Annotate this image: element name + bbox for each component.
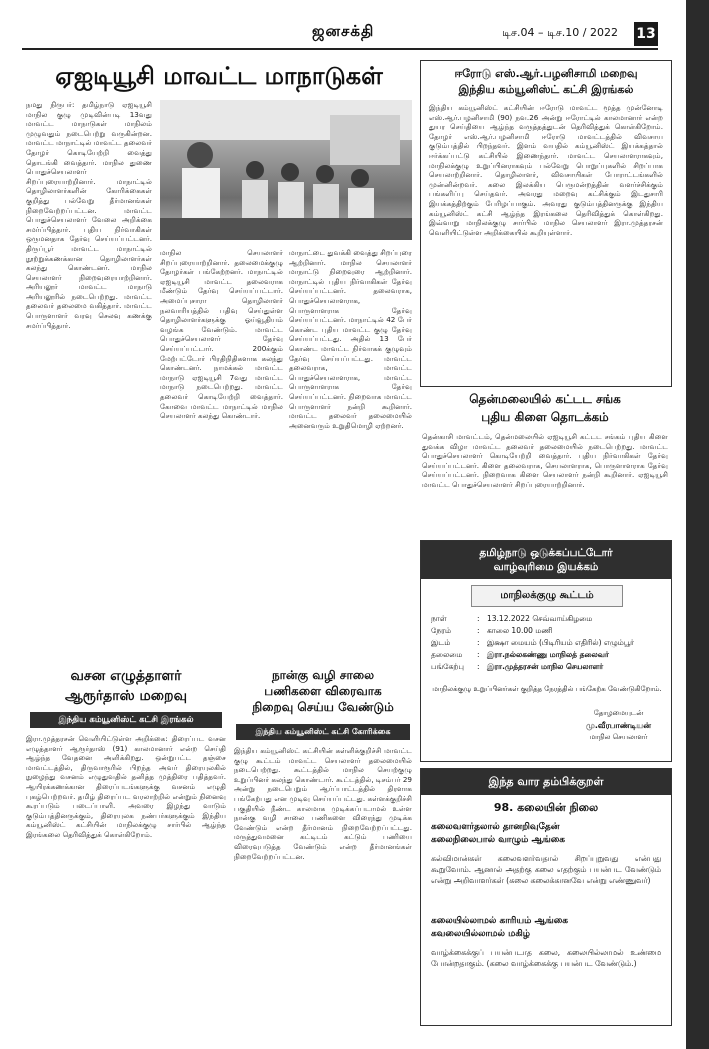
obc-notice bbox=[420, 540, 672, 762]
obc-sign-greeting: தோழமையுடன் bbox=[593, 709, 644, 717]
kural-line-4: கவலையில்லாமல் மகிழ் bbox=[431, 929, 530, 939]
conference-photo-svg bbox=[160, 100, 412, 240]
issue-date: டிச.04 – டிச.10 / 2022 bbox=[502, 26, 618, 39]
aiyf-column-1: நமது நிருபர்: தமிழ்நாடு ஏஐடியூசி மாநில குழு முடிவின்படி 13வது மாவட்ட மாநாடுகள் மாநிலம் முழுவதும் நடைபெற்று வருகின்றன. மாவட்ட மாநாட்டில் மாவட்ட தலைவர் தோழர் கொடியேற்றி வைத்து தொடங்கி வைத்தார். மாநில துணை பொதுச்செயலாளர் சிறப்புரையாற்றினார். மாநாட்டில் தொழிலாளர்களின் கோரிக்கைகள் குறித்து பல்வேறு தீர்மானங்கள் நிறைவேற்றப்பட்டன. மாவட்ட பொதுச்செயலாளர் வேலை அறிக்கை சமர்ப்பித்தார். புதிய நிர்வாகிகள் ஒருமனதாக தேர்வு செய்யப்பட்டனர். திருப்பூர் மாவட்ட மாநாட்டில் நூற்றுக்கணக்கான தொழிலாளர்கள் கலந்து கொண்டனர். மாநில செயலாளர் நிறைவுரையாற்றினார். அரியலூர் மாவட்ட மாநாடு அரியலூரில் நடைபெற்றது. மாவட்ட தலைவர் தலைமை வகித்தார். மாவட்ட பொருளாளர் வரவு செலவு கணக்கு சமர்ப்பித்தார். bbox=[26, 100, 152, 330]
aiyf-headline: ஏஐடியூசி மாவட்ட மாநாடுகள் bbox=[55, 62, 383, 90]
kural-lines bbox=[431, 821, 661, 847]
obc-title-2: வாழ்வுரிமை இயக்கம் bbox=[493, 561, 599, 573]
erode-headline-2: இந்திய கம்யூனிஸ்ட் கட்சி இரங்கல் bbox=[458, 83, 634, 96]
kural-line-3: கலையில்லாமல் காரியம் ஆங்கை bbox=[431, 916, 569, 926]
kural-line-2: கலைநிலைபால் வாழும் ஆங்கை bbox=[431, 835, 566, 845]
vasana-banner: இந்திய கம்யூனிஸ்ட் கட்சி இரங்கல் bbox=[30, 712, 222, 728]
kural-explanation-2: வாழ்க்கைக்குப் பயன்படாத கலை, கலையில்லாமல் உண்மை போன்றதாகும். (கலை வாழ்க்கைக்கு பயன்பட வேண்டும்.) bbox=[431, 948, 661, 968]
obc-sign-name: மு.வீரபாண்டியன் bbox=[585, 721, 651, 730]
vasana-body: இரா.முத்தரசன் வெளியிட்டுள்ள அறிக்கை: திரைப்பட வசன எழுத்தாளர் ஆரூர்தாஸ் (91) காலமானார் என்ற செய்தி ஆழ்ந்த வேதனை அளிக்கிறது. ஒன்றுபட்ட தஞ்சை மாவட்டத்தில், திருவாரூரில் பிறந்த அவர் திரையுலகில் நுழைந்து வசனம் எழுதுவதில் தனித்த முத்திரை பதித்தவர். ஆயிரக்கணக்கான திரைப்படங்களுக்கு வசனம் எழுதி புகழ்பெற்றவர். தமிழ் திரைப்பட வரலாற்றில் என்றும் நினைவு கூரப்படும் படைப்பாளி. அவரை இழந்து வாடும் குடும்பத்தினருக்கும், திரையுலக நண்பர்களுக்கும் இந்திய கம்யூனிஸ்ட் கட்சியின் மாநிலக்குழு சார்பில் ஆழ்ந்த இரங்கலை தெரிவித்துக் கொள்கிறோம். bbox=[26, 734, 226, 839]
aiyf-column-2: மாநில செயலாளர் சிறப்புரையாற்றினார். தலைமைக்குழு தோழர்கள் பங்கேற்றனர். மாநாட்டில் ஏஐடியூசி மாவட்ட தலைவராக மீண்டும் தேர்வு செய்யப்பட்டார். அமைப்புசாரா தொழிலாளர் நலவாரியத்தில் பதிவு செய்துள்ள தொழிலாளர்களுக்கு ஓய்வூதியம் வழங்க வேண்டும். மாவட்ட பொதுச்செயலாளர் தேர்வு செய்யப்பட்டார். 200க்கும் மேற்பட்டோர் பிரதிநிதிகளாக கலந்து கொண்டனர். நாமக்கல் மாவட்ட மாநாடு ஏஐடியூசி 7வது மாவட்ட மாநாடு நடைபெற்றது. மாவட்ட தலைவர் கொடியேற்றி வைத்தார். கோவை மாவட்ட மாநாட்டில் மாநில செயலாளர் கலந்து கொண்டார். bbox=[160, 248, 283, 421]
obc-row-venue: இடம் : இக்ஷா மையம் (பிடிரியம் எதிரில்) எழும்பூர் bbox=[431, 638, 635, 647]
kural-lines-2 bbox=[431, 915, 661, 941]
kural-number-title: 98. கலையின் நிலை bbox=[493, 801, 599, 814]
obc-row-time: நேரம் : காலை 10.00 மணி bbox=[431, 626, 553, 635]
obc-subtitle: மாநிலக்குழு கூட்டம் bbox=[471, 585, 623, 607]
paper-name: ஜனசக்தி bbox=[312, 22, 375, 40]
thirukkural-box bbox=[420, 768, 672, 1026]
obc-note: மாநிலக்குழு உறுப்பினர்கள் குறித்த நேரத்தில் பங்கேற்க வேண்டுகிறோம். bbox=[432, 685, 662, 693]
obc-sign-role: மாநில செயலாளர் bbox=[589, 733, 648, 741]
road-headline-3: நிறைவு செய்ய வேண்டும் bbox=[252, 700, 394, 714]
thirukkural-title: இந்த வார தம்பிக்குறள் bbox=[421, 769, 671, 795]
obc-details bbox=[431, 613, 663, 673]
kural-line-1: கலைவளர்தலால் தானறிவுதேன் bbox=[431, 822, 560, 832]
erode-body: இந்திய கம்யூனிஸ்ட் கட்சியின் ஈரோடு மாவட்ட மூத்த முன்னோடி எஸ்.ஆர்.பழனிசாமி (90) நவ.26 அன்று ஈரோட்டில் காலமானார் என்ற துயர செய்தியை ஆழ்ந்த வருத்தத்துடன் தெரிவித்துக் கொள்கிறோம். தோழர் எஸ்.ஆர்.பழனிசாமி ஈரோடு மாவட்டத்தில் விவசாய குடும்பத்தில் பிறந்தவர். இளம் வயதில் கம்யூனிஸ்ட் இயக்கத்தால் ஈர்க்கப்பட்டு கட்சியில் இணைந்தார். மாவட்ட செயலாளராகவும், மாநிலக்குழு உறுப்பினராகவும் பல்வேறு பொறுப்புகளில் சிறப்பாக செயலாற்றினார். தொழிலாளர், விவசாயிகள் போராட்டங்களில் முன்னின்றவர். கலை இலக்கிய பெருமன்றத்தின் வளர்ச்சிக்கும் பங்களிப்பு செய்தவர். அவரது மறைவு கட்சிக்கும் இடதுசாரி இயக்கத்திற்கும் பேரிழப்பாகும். அவரது குடும்பத்தினருக்கு இந்திய கம்யூனிஸ்ட் கட்சி ஆழ்ந்த இரங்கலை தெரிவித்துக் கொள்கிறது. இவ்வாறு மாநிலக்குழு சார்பில் மாநில செயலாளர் இரா.முத்தரசன் வெளியிட்டுள்ள அறிக்கையில் கூறியுள்ளார். bbox=[429, 103, 663, 237]
aiyf-column-3: மாநாட்டை துவக்கி வைத்து சிறப்புரை ஆற்றினார். மாநில செயலாளர் மாநாட்டு நிறைவுரை ஆற்றினார். மாநாட்டில் புதிய நிர்வாகிகள் தேர்வு செய்யப்பட்டனர். தலைவராக, பொதுச்செயலாளராக, பொருளாளராக தேர்வு செய்யப்பட்டனர். மாநாட்டில் 42 பேர் கொண்ட புதிய மாவட்ட குழு தேர்வு செய்யப்பட்டது. அதில் 13 பேர் கொண்ட மாவட்ட நிர்வாகக் குழுவும் தேர்வு செய்யப்பட்டது. மாவட்ட தலைவராக, மாவட்ட பொதுச்செயலாளராக, மாவட்ட பொருளாளராக தேர்வு செய்யப்பட்டனர். நிறைவாக மாவட்ட பொருளாளர் நன்றி கூறினார். மாவட்ட தலைவர் தலைமையில் அனைவரும் உறுதிமொழி ஏற்றனர். bbox=[289, 248, 412, 430]
road-headline-2: பணிகளை விரைவாக bbox=[264, 684, 382, 698]
road-headline-1: நான்கு வழி சாலை bbox=[271, 668, 375, 682]
tenmalai-headline-2: புதிய கிளை தொடக்கம் bbox=[481, 410, 609, 424]
obc-title-1: தமிழ்நாடு ஒடுக்கப்பட்டோர் bbox=[479, 547, 613, 559]
obc-title-banner bbox=[421, 541, 671, 579]
obc-row-participant: பங்கேற்பு : இரா.முத்தரசன் மாநில செயலாளர் bbox=[431, 662, 604, 671]
erode-headline-1: ஈரோடு எஸ்.ஆர்.பழனிசாமி மறைவு bbox=[454, 67, 638, 80]
page-number: 13 bbox=[634, 22, 658, 46]
kural-explanation-1: கல்விமான்கள் கலைவளர்வதால் சிறப்புறுவது என்பது கூறுவோம். ஆனால் அதற்கு கலை எதற்கும் பயன்பட வேண்டும் என்று அறிவாளர்கள் (கலை கலைக்கானவே என்று எண்ணுவர்) bbox=[431, 854, 661, 885]
obc-row-chair: தலைமை : இரா.நல்லகண்ணு மாநிலத் தலைவர் bbox=[431, 650, 609, 659]
conference-photo bbox=[160, 100, 412, 240]
vasana-headline-2: ஆரூர்தாஸ் மறைவு bbox=[65, 688, 187, 704]
obc-row-date: நாள் : 13.12.2022 செவ்வாய்கிழமை bbox=[431, 614, 593, 623]
road-body: இந்திய கம்யூனிஸ்ட் கட்சியின் கள்ளிக்குறிச்சி மாவட்ட குழு கூட்டம் மாவட்ட செயலாளர் தலைமையில் நடைபெற்றது. கூட்டத்தில் மாநில செயற்குழு உறுப்பினர் கலந்து கொண்டார். கூட்டத்தில், டிசம்பர் 29 அன்று நடைபெறும் ஆர்ப்பாட்டத்தில் திரளாக பங்கேற்பது என முடிவு செய்யப்பட்டது. கள்ளக்குறிச்சி பகுதியில் நீண்ட காலமாக முடிக்கப்படாமல் உள்ள நான்கு வழி சாலை பணிகளை விரைந்து முடிக்க வேண்டும் என்ற தீர்மானம் நிறைவேற்றப்பட்டது. மருத்துவமனை கட்டிடம் கட்டும் பணியை விரைவுபடுத்த வேண்டும் என்ற தீர்மானங்கள் நிறைவேற்றப்பட்டன. bbox=[234, 746, 412, 861]
vasana-headline-1: வசன எழுத்தாளர் bbox=[70, 668, 182, 684]
tenmalai-headline-1: தென்மலையில் கட்டட சங்க bbox=[469, 392, 621, 406]
tenmalai-body: தென்காசி மாவட்டம், தென்மலையில் ஏஐடியூசி கட்டட சங்கம் புதிய கிளை துவக்க விழா மாவட்ட தலைவர் தலைமையில் நடைபெற்றது. மாவட்ட பொதுச்செயலாளர் கொடியேற்றி வைத்தார். புதிய நிர்வாகிகள் தேர்வு செய்யப்பட்டனர். கிளை தலைவராக, செயலாளராக, பொருளாளராக தேர்வு செய்யப்பட்டனர். நிறைவாக கிளை செயலாளர் நன்றி கூறினார். ஏஐடியூசி மாவட்ட பொதுச்செயலாளர் சிறப்புரையாற்றினார். bbox=[422, 432, 668, 489]
masthead bbox=[22, 22, 658, 50]
page-edge-strip bbox=[686, 0, 709, 1049]
erode-box bbox=[420, 60, 672, 387]
road-banner: இந்திய கம்யூனிஸ்ட் கட்சி கோரிக்கை bbox=[236, 724, 410, 740]
